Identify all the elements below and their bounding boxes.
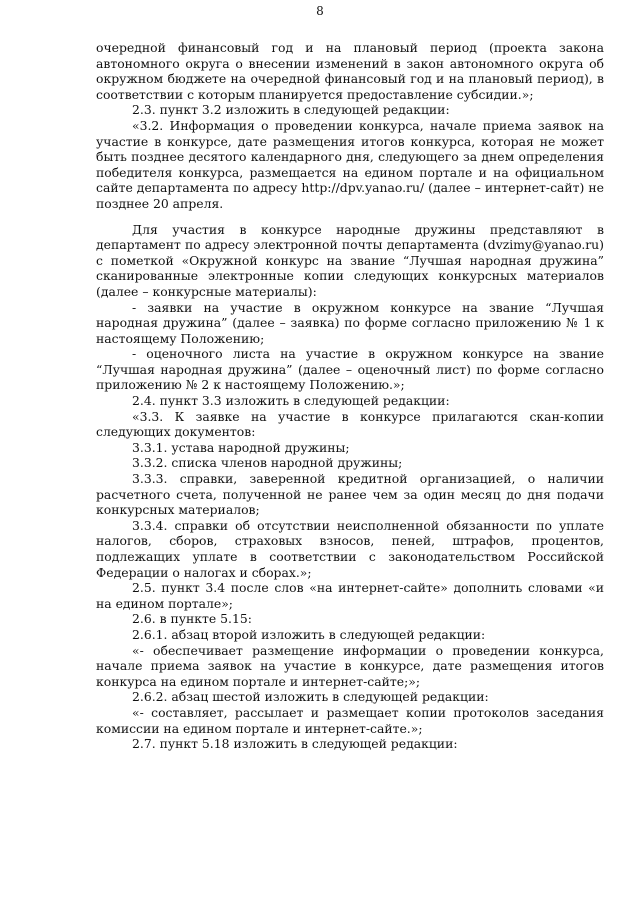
paragraph: 2.4. пункт 3.3 изложить в следующей редакции: xyxy=(132,393,450,409)
paragraph: 2.3. пункт 3.2 изложить в следующей редакции: xyxy=(132,102,450,118)
paragraph: - заявки на участие в окружном конкурсе на звание “Лучшая народная дружина” (далее – заявка) по форме согласно приложению № 1 к настоящему Положению; xyxy=(96,299,604,346)
paragraph: 2.6.2. абзац шестой изложить в следующей редакции: xyxy=(132,689,489,705)
paragraph: «- обеспечивает размещение информации о проведении конкурса, начале приема заявок на участие в конкурсе, дате размещения итогов конкурса на едином портале и интернет-сайте;»; xyxy=(96,642,604,689)
paragraph: «3.3. К заявке на участие в конкурсе прилагаются скан-копии следующих документов: xyxy=(96,408,604,440)
paragraph: 2.5. пункт 3.4 после слов «на интернет-сайте» дополнить словами «и на едином портале»; xyxy=(96,580,604,611)
document-body xyxy=(96,40,604,752)
page-number: 8 xyxy=(316,4,324,18)
paragraph: - оценочного листа на участие в окружном конкурсе на звание “Лучшая народная дружина” (далее – оценочный лист) по форме согласно приложению № 2 к настоящему Положению.»; xyxy=(96,346,604,393)
paragraph: 2.6.1. абзац второй изложить в следующей редакции: xyxy=(132,626,486,642)
paragraph: 3.3.3. справки, заверенной кредитной организацией, о наличии расчетного счета, полученной не ранее чем за один месяц до дня подачи конкурсных материалов; xyxy=(96,471,604,518)
paragraph: 3.3.1. устава народной дружины; xyxy=(132,439,350,455)
paragraph: 3.3.2. списка членов народной дружины; xyxy=(132,455,403,471)
paragraph: 2.6. в пункте 5.15: xyxy=(132,611,252,627)
paragraph: очередной финансовый год и на плановый период (проекта закона автономного округа о внесении изменений в закон автономного округа об окружном бюджете на очередной финансовый год и на плановый период), в соответствии с которым планируется предоставление субсидии.»; xyxy=(96,40,604,102)
paragraph: 3.3.4. справки об отсутствии неисполненной обязанности по уплате налогов, сборов, страховых взносов, пеней, штрафов, процентов, подлежащих уплате в соответствии с законодательством Российской Федерации о налогах и сборах.»; xyxy=(96,517,604,580)
paragraph: Для участия в конкурсе народные дружины представляют в департамент по адресу электронной почты департамента (dvzimy@yanao.ru) с пометкой «Окружной конкурс на звание “Лучшая народная дружина” сканированные электронные копии следующих конкурсных материалов (далее – конкурсные материалы): xyxy=(96,221,604,299)
paragraph: «- составляет, рассылает и размещает копии протоколов заседания комиссии на едином портале и интернет-сайте.»; xyxy=(96,704,604,736)
paragraph: «3.2. Информация о проведении конкурса, начале приема заявок на участие в конкурсе, дате размещения итогов конкурса, которая не может быть позднее десятого календарного дня, следующего за днем определения победителя конкурса, размещается на едином портале и на официальном сайте департамента по адресу http://dpv.yanao.ru/ (далее – интернет-сайт) не позднее 20 апреля. xyxy=(96,117,604,211)
paragraph: 2.7. пункт 5.18 изложить в следующей редакции: xyxy=(132,736,458,752)
